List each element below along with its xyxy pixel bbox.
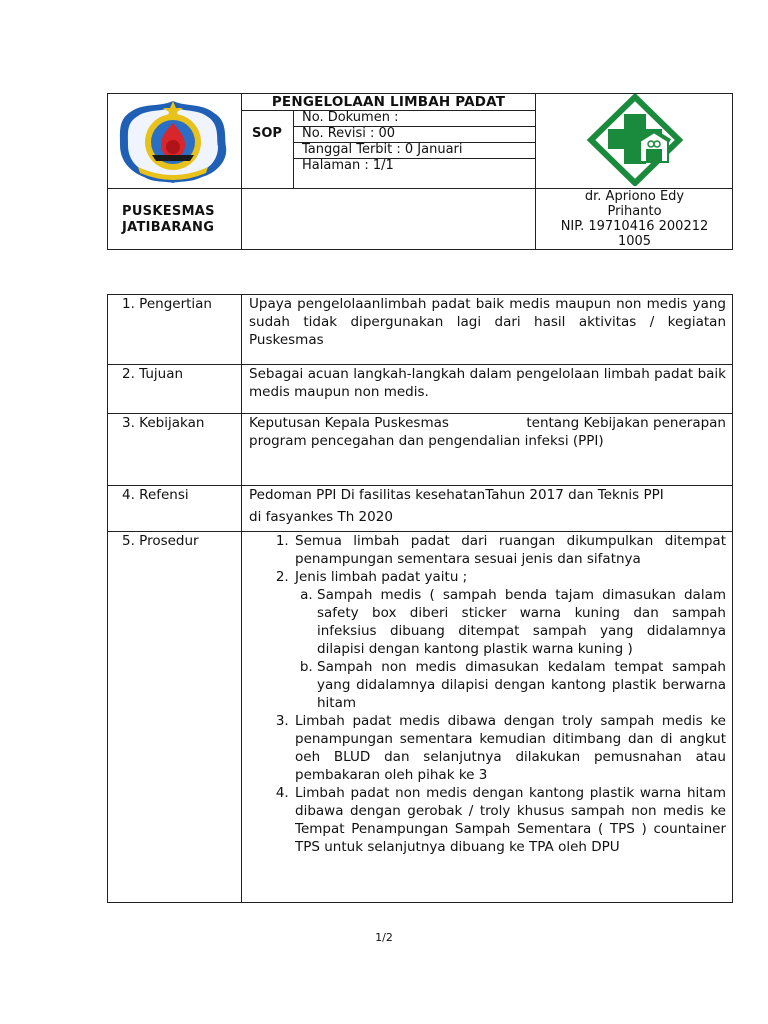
prosedur-step-2a: a. Sampah medis ( sampah benda tajam dimasukan dalam safety box diberi sticker warna kuning dan sampah infeksius dibuang ditempat sampah yang didalamnya dilapisi dengan kantong plastik warna kuning ) [317,586,726,658]
text-kebijakan: Keputusan Kepala Puskesmas tentang Kebijakan penerapan program pencegahan dan pengendalian infeksi (PPI) [249,415,731,449]
prosedur-step-2 [293,568,726,712]
prosedur-steps [249,532,726,856]
regional-emblem-logo [116,97,230,185]
signatory-name-line2: Prihanto [607,204,662,219]
prosedur-step-2b: b. Sampah non medis dimasukan kedalam tempat sampah yang didalamnya dilapisi dengan kantong plastik berwarna hitam [317,658,726,712]
issue-date-field: Tanggal Terbit : 0 Januari [302,142,463,157]
label-kebijakan: 3. Kebijakan [122,415,205,431]
signatory-name-line1: dr. Apriono Edy [584,189,685,204]
signatory-block [536,189,733,249]
text-refensi-line2: di fasyankes Th 2020 [249,509,393,525]
document-title: PENGELOLAAN LIMBAH PADAT [271,94,506,110]
prosedur-step-4: 4. Limbah padat non medis dengan kantong plastik warna hitam dibawa dengan gerobak / troly khusus sampah non medis ke Tempat Penampungan Sampah Sementara ( TPS ) countainer TPS untuk selanjutnya dibuang ke TPA oleh DPU [293,784,726,856]
text-pengertian: Upaya pengelolaanlimbah padat baik medis maupun non medis yang sudah tidak dipergunakan lagi dari hasil aktivitas / kegiatan Puskesmas [249,296,726,348]
puskesmas-name-line2: JATIBARANG [122,220,215,235]
prosedur-step-2-text: Jenis limbah padat yaitu ; [295,569,468,585]
label-refensi: 4. Refensi [122,487,189,503]
page-number: 1/2 [375,931,393,944]
doc-number-field: No. Dokumen : [302,110,399,125]
label-pengertian: 1. Pengertian [122,296,212,312]
puskesmas-name-line1: PUSKESMAS [122,204,215,219]
revision-field: No. Revisi : 00 [302,126,396,141]
sop-content-table [107,294,733,903]
page-field: Halaman : 1/1 [302,158,394,173]
text-refensi-line1: Pedoman PPI Di fasilitas kesehatanTahun 2017 dan Teknis PPI [249,487,664,503]
puskesmas-logo [586,94,684,186]
sop-header-table [107,93,733,250]
label-tujuan: 2. Tujuan [122,366,184,382]
prosedur-step-3: 3. Limbah padat medis dibawa dengan troly sampah medis ke penampungan sementara kemudian ditimbang dan di angkut oeh BLUD dan selanjutnya dilakukan pemusnahan atau pembakaran oleh pihak ke 3 [293,712,726,784]
sop-label: SOP [252,126,282,141]
text-tujuan: Sebagai acuan langkah-langkah dalam pengelolaan limbah padat baik medis maupun non medis. [249,366,726,400]
signatory-nip-line2: 1005 [617,234,652,249]
prosedur-step-1: 1. Semua limbah padat dari ruangan dikumpulkan ditempat penampungan sementara sesuai jenis dan sifatnya [293,532,726,568]
signatory-nip-line1: NIP. 19710416 200212 [560,219,709,234]
label-prosedur: 5. Prosedur [122,533,199,549]
